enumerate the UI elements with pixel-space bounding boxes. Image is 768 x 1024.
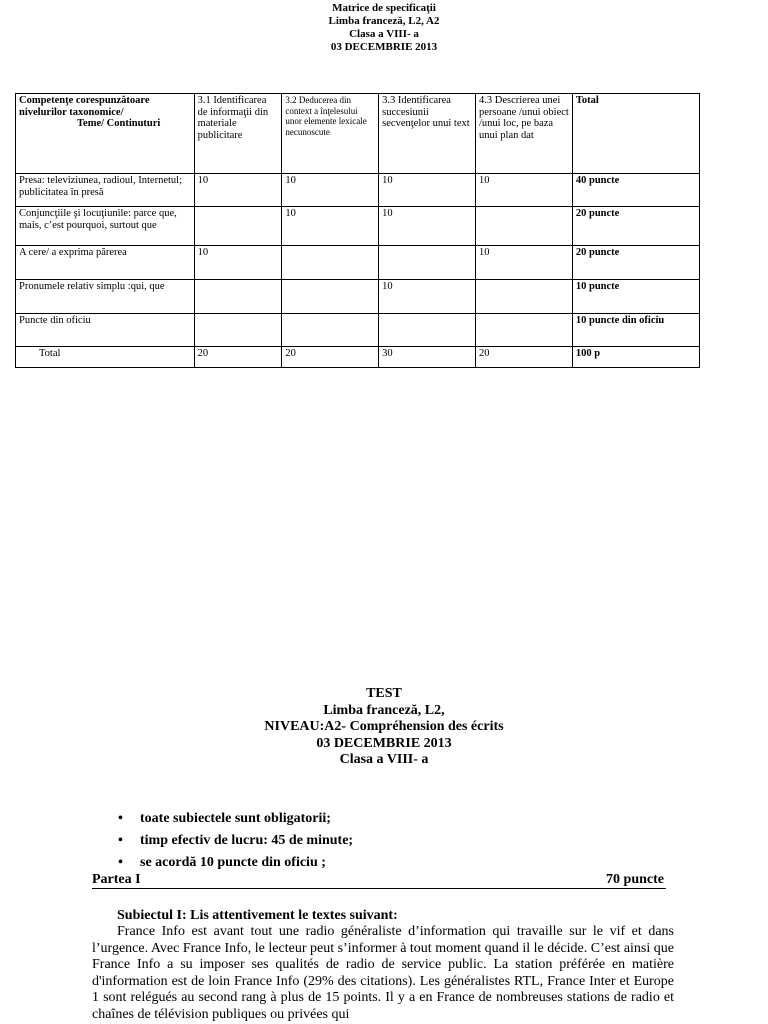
table-cell: 10: [194, 246, 282, 280]
matrix-title: [0, 2, 768, 54]
test-title-line: Clasa a VIII- a: [339, 752, 429, 767]
part-points: 70 puncte: [606, 872, 664, 887]
table-cell: 10: [282, 174, 379, 207]
row-label: A cere/ a exprima părerea: [16, 246, 195, 280]
bullet-icon: •: [118, 811, 123, 826]
table-row: [16, 207, 700, 246]
list-item: [118, 830, 353, 852]
specification-matrix-table: [15, 93, 700, 368]
table-cell: 10: [194, 174, 282, 207]
table-header-row: [16, 94, 700, 174]
table-cell: [282, 314, 379, 347]
table-cell: [476, 207, 573, 246]
row-label: Pronumele relativ simplu :qui, que: [16, 280, 195, 314]
column-header-total: Total: [572, 94, 699, 174]
table-cell: [194, 314, 282, 347]
test-title-line: NIVEAU:A2- Compréhension des écrits: [264, 719, 504, 734]
matrix-title-line: Matrice de specificaţii: [332, 2, 436, 14]
table-row: [16, 280, 700, 314]
table-row: [16, 314, 700, 347]
table-cell: [476, 314, 573, 347]
table-cell: 20: [282, 347, 379, 368]
corner-header-cell: [16, 94, 195, 174]
teme-header: Teme/ Continuturi: [77, 118, 161, 129]
table-cell: [379, 246, 476, 280]
table-row: [16, 174, 700, 207]
table-cell: 20: [476, 347, 573, 368]
rule-text: se acordă 10 puncte din oficiu ;: [140, 855, 326, 870]
matrix-title-line: 03 DECEMBRIE 2013: [330, 41, 438, 53]
row-label: [16, 347, 195, 368]
reading-passage: France Info est avant tout une radio généraliste d’information qui travaille sur le vif et dans l’urgence. Avec France Info, le lecteur peut s’informer à tout moment quand il le décide. C’est ainsi que France Info a su imposer ses qualités de radio de service public. La station préférée en matière d'information est de loin France Info (29% des citations). Les généralistes RTL, France Inter et Europe 1 sont relégués au second rang à plus de 15 points. Il y a en France de nombreuses stations de radio et chaînes de télévision publiques ou privées qui: [92, 924, 674, 1022]
row-label: Puncte din oficiu: [16, 314, 195, 347]
table-cell: 10: [282, 207, 379, 246]
row-label: Presa: televiziunea, radioul, Internetul; publicitatea în presă: [16, 174, 195, 207]
table-cell: 10: [379, 280, 476, 314]
table-cell: 20: [194, 347, 282, 368]
rule-text: toate subiectele sunt obligatorii;: [140, 811, 331, 826]
column-header: 4.3 Descrierea unei persoane /unui obiect /unui loc, pe baza unui plan dat: [476, 94, 573, 174]
table-cell: 10: [379, 207, 476, 246]
table-row-total: [16, 347, 700, 368]
row-total: 20 puncte: [572, 207, 699, 246]
column-header: 3.2 Deducerea din context a înţelesului unor elemente lexicale necunoscute: [282, 94, 379, 174]
table-row: [16, 246, 700, 280]
row-total: 10 puncte: [572, 280, 699, 314]
bullet-icon: •: [118, 855, 123, 870]
rule-text: timp efectiv de lucru: 45 de minute;: [140, 833, 354, 848]
table-cell: [476, 280, 573, 314]
table-cell: [282, 246, 379, 280]
row-total: 20 puncte: [572, 246, 699, 280]
competences-header: Competenţe corespunzătoare nivelurilor taxonomice/: [19, 95, 150, 118]
column-header: 3.3 Identificarea succesiunii secvenţelor unui text: [379, 94, 476, 174]
test-title-line: Limba franceză, L2,: [323, 702, 445, 718]
list-item: [118, 808, 353, 830]
matrix-title-line: Clasa a VIII- a: [349, 28, 419, 40]
row-total: 100 p: [572, 347, 699, 368]
table-cell: [282, 280, 379, 314]
test-title: [0, 686, 768, 769]
table-cell: [194, 280, 282, 314]
table-cell: 10: [379, 174, 476, 207]
row-total: 10 puncte din oficiu: [572, 314, 699, 347]
total-label: Total: [39, 348, 61, 359]
row-total: 40 puncte: [572, 174, 699, 207]
rules-list: [118, 808, 353, 874]
test-title-line: TEST: [366, 686, 402, 701]
table-cell: 30: [379, 347, 476, 368]
test-title-line: 03 DECEMBRIE 2013: [316, 735, 452, 751]
matrix-title-line: Limba franceză, L2, A2: [328, 15, 440, 27]
table-cell: 10: [476, 246, 573, 280]
row-label: Conjuncţiile şi locuţiunile: parce que, mais, c’est pourquoi, surtout que: [16, 207, 195, 246]
table-cell: [194, 207, 282, 246]
part-heading: [92, 871, 666, 889]
table-cell: [379, 314, 476, 347]
table-cell: 10: [476, 174, 573, 207]
column-header: 3.1 Identificarea de informaţii din materiale publicitare: [194, 94, 282, 174]
bullet-icon: •: [118, 833, 123, 848]
subject-heading: Subiectul I: Lis attentivement le textes suivant:: [117, 908, 398, 923]
part-label: Partea I: [92, 872, 141, 887]
